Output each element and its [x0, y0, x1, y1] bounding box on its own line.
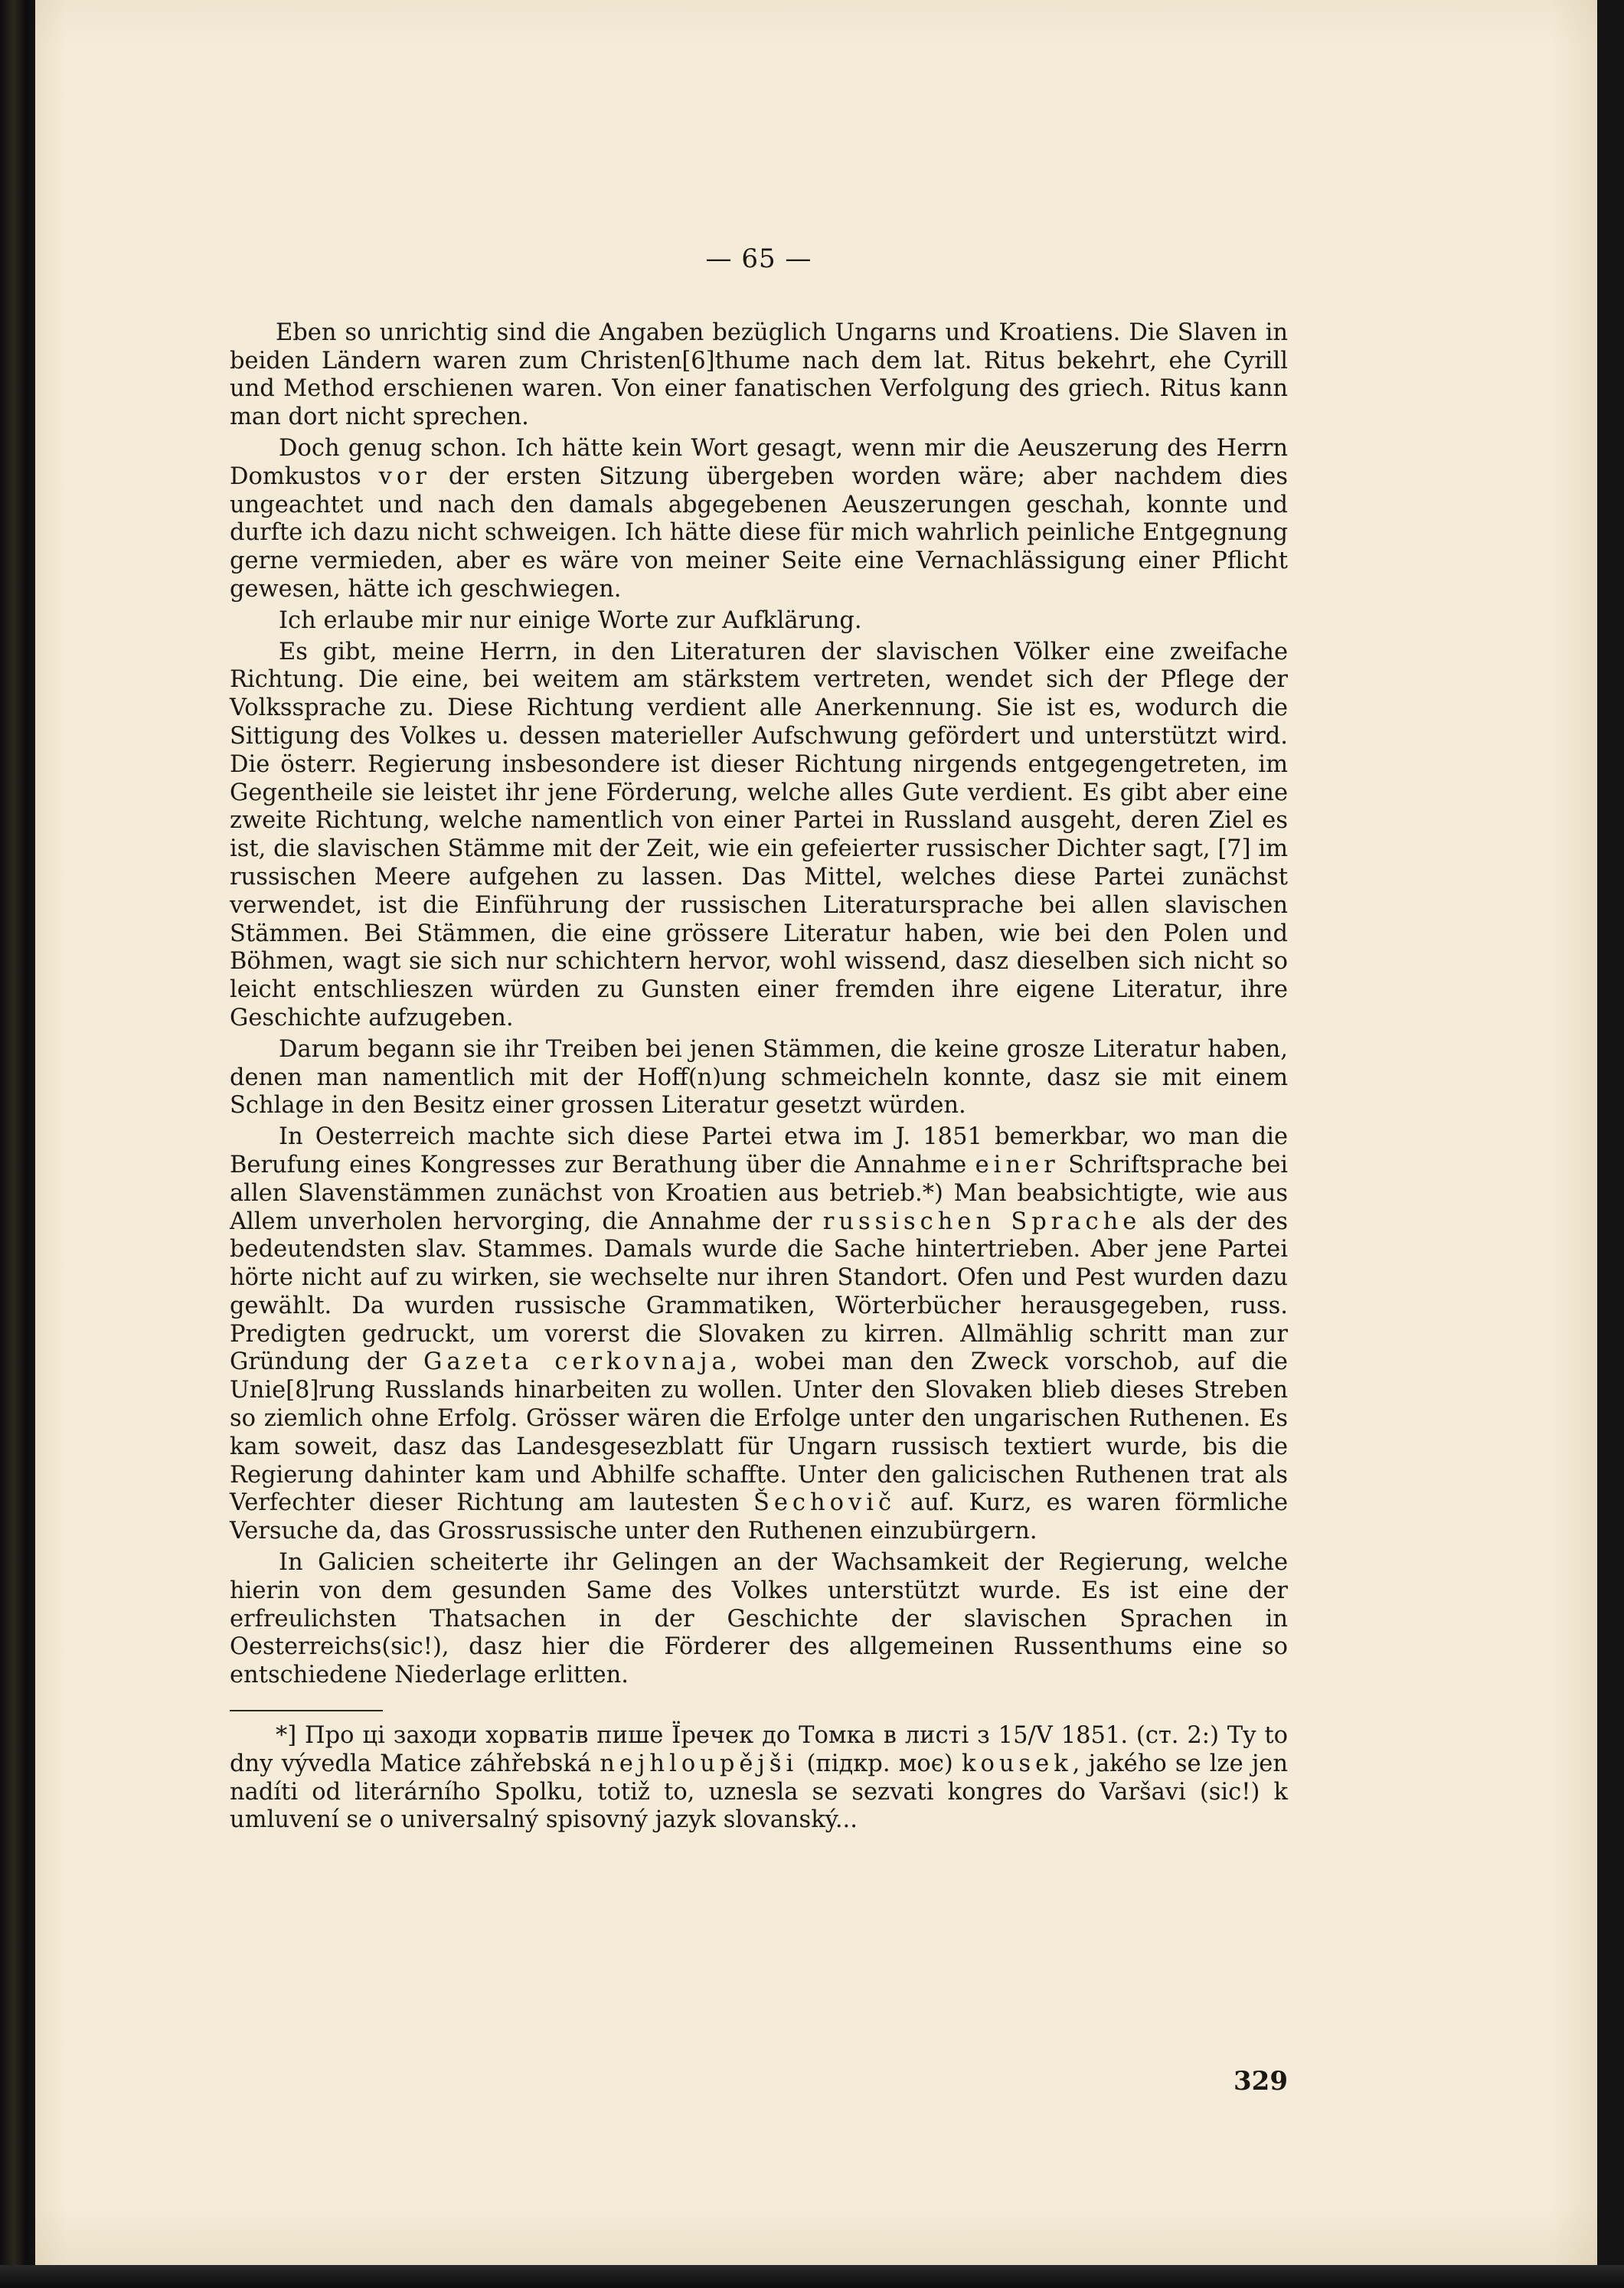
paragraph-7: In Galicien scheiterte ihr Gelingen an der Wachsamkeit der Regierung, welche hierin von dem gesunden Same des Volkes unterstützt wurde. Es ist eine der erfreulichsten Thatsachen in der Geschichte der slavischen Sprachen in Oesterreichs(sic!), dasz hier die Förderer des allgemeinen Russenthums eine so entschiedene Niederlage erlitten.	[230, 1549, 1288, 1689]
paragraph-6-spaced-4: Šechovič	[753, 1489, 897, 1517]
paragraph-6-part-3: als der des bedeutendsten slav. Stammes. Damals wurde die Sache hintertrieben. Aber jene Partei hörte nicht auf zu wirken, sie wechselte nur ihren Standort. Ofen und Pest wurden dazu gewählt. Da wurden russische Grammatiken, Wörterbücher herausgegeben, russ. Predigten gedruckt, um vorerst die Slovaken zu kirren. Allmählig schritt man zur Gründung der	[230, 1208, 1288, 1376]
paragraph-5: Darum begann sie ihr Treiben bei jenen Stämmen, die keine grosze Literatur haben, denen man namentlich mit der Hoff(n)ung schmeicheln konnte, dasz sie mit einem Schlage in den Besitz einer grossen Literatur gesetzt würden.	[230, 1035, 1288, 1119]
footnote-part-2: (підкр. моє)	[798, 1750, 962, 1777]
page-text-block	[230, 245, 1288, 1835]
paragraph-4: Es gibt, meine Herrn, in den Literaturen der slavischen Völker eine zweifache Richtung. Die eine, bei weitem am stärkstem vertreten, wendet sich der Pflege der Volkssprache zu. Diese Richtung verdient alle Anerkennung. Sie ist es, wodurch die Sittigung des Volkes u. dessen materieller Aufschwung gefördert und unterstützt wird. Die österr. Regierung insbesondere ist dieser Richtung nirgends entgegengetreten, im Gegentheile sie leistet ihr jene Förderung, welche alles Gute verdient. Es gibt aber eine zweite Richtung, welche namentlich von einer Partei in Russland ausgeht, deren Ziel es ist, die slavischen Stämme mit der Zeit, wie ein gefeierter russischer Dichter sagt, [7] im russischen Meere aufgehen zu lassen. Das Mittel, welches diese Partei zunächst verwendet, ist die Einführung der russischen Literatursprache bei allen slavischen Stämmen. Bei Stämmen, die eine grössere Literatur haben, wie bei den Polen und Böhmen, wagt sie sich nur schichtern hervor, wohl wissend, dasz dieselben sich nicht so leicht entschlieszen würden zu Gunsten einer fremden ihre eigene Literatur, ihre Geschichte aufzugeben.	[230, 638, 1288, 1031]
paragraph-1: Eben so unrichtig sind die Angaben bezüglich Ungarns und Kroatiens. Die Slaven in beiden Ländern waren zum Christen[6]thume nach dem lat. Ritus bekehrt, ehe Cyrill und Method erschienen waren. Von einer fanatischen Verfolgung des griech. Ritus kann man dort nicht sprechen.	[230, 319, 1288, 431]
paragraph-6-part-4: , wobei man den Zweck vorschob, auf die Unie[8]rung Russlands hinarbeiten zu wollen. Unter den Slovaken blieb dieses Streben so ziemlich ohne Erfolg. Grösser wären die Erfolge unter den ungarischen Ruthenen. Es kam soweit, dasz das Landesgesezblatt für Ungarn russisch textiert wurde, bis die Regierung dahinter kam und Abhilfe schaffte. Unter den galicischen Ruthenen trat als Verfechter dieser Richtung am lautesten	[230, 1348, 1288, 1517]
folio-number: 329	[1234, 2066, 1288, 2097]
paragraph-2-part-1: Doch genug schon. Ich hätte kein Wort gesagt, wenn mir die Aeuszerung des Herrn Domkustos	[230, 434, 1288, 490]
footnote-part-3: , jakého se lze jen nadíti od literárního Spolku, totiž to, uznesla se sezvati kongres do Varšavi (sic!) k umluvení se o universalný spisovný jazyk slovanský...	[230, 1750, 1288, 1834]
footnote-spaced-2: kousek	[961, 1750, 1073, 1777]
paragraph-2	[230, 435, 1288, 604]
paragraph-2-part-2: der ersten Sitzung übergeben worden wäre; aber nachdem dies ungeachtet und nach den damals abgegebenen Aeuszerungen geschah, konnte und durfte ich dazu nicht schweigen. Ich hätte diese für mich wahrlich peinliche Entgegnung gerne vermieden, aber es wäre von meiner Seite eine Vernachlässigung einer Pflicht gewesen, hätte ich geschwiegen.	[230, 463, 1289, 603]
paragraph-6	[230, 1123, 1288, 1546]
footnote	[230, 1722, 1288, 1835]
paragraph-6-part-1: In Oesterreich machte sich diese Partei etwa im J. 1851 bemerkbar, wo man die Berufung eines Kongresses zur Berathung über die Annahme	[230, 1123, 1288, 1178]
paragraph-3: Ich erlaube mir nur einige Worte zur Aufklärung.	[279, 606, 862, 634]
footnote-rule	[230, 1710, 383, 1711]
footnote-part-1: *] Про ці заходи хорватів пише Їречек до Томка в листі з 15/V 1851. (ст. 2:) Ty to dny vývedla Matice záhřebská	[230, 1722, 1288, 1777]
page-bottom-shadow	[0, 2265, 1624, 2288]
paragraph-6-spaced-2: russischen Sprache	[822, 1208, 1142, 1235]
paragraph-6-part-2: Schriftsprache bei allen Slavenstämmen zunächst von Kroatien aus betrieb.*) Man beabsichtigte, wie aus Allem unverholen hervorging, die Annahme der	[230, 1151, 1288, 1235]
paragraph-6-spaced-1: einer	[975, 1151, 1060, 1178]
paragraph-2-spaced-word: vor	[378, 463, 431, 490]
paragraph-6-part-5: auf. Kurz, es waren förmliche Versuche da, das Grossrussische unter den Ruthenen einzubürgern.	[230, 1489, 1288, 1545]
page-header-number: — 65 —	[705, 244, 812, 274]
footnote-spaced-1: nejhloupějši	[600, 1750, 799, 1777]
paragraph-6-spaced-3: Gazeta cerkovnaja	[423, 1348, 730, 1376]
